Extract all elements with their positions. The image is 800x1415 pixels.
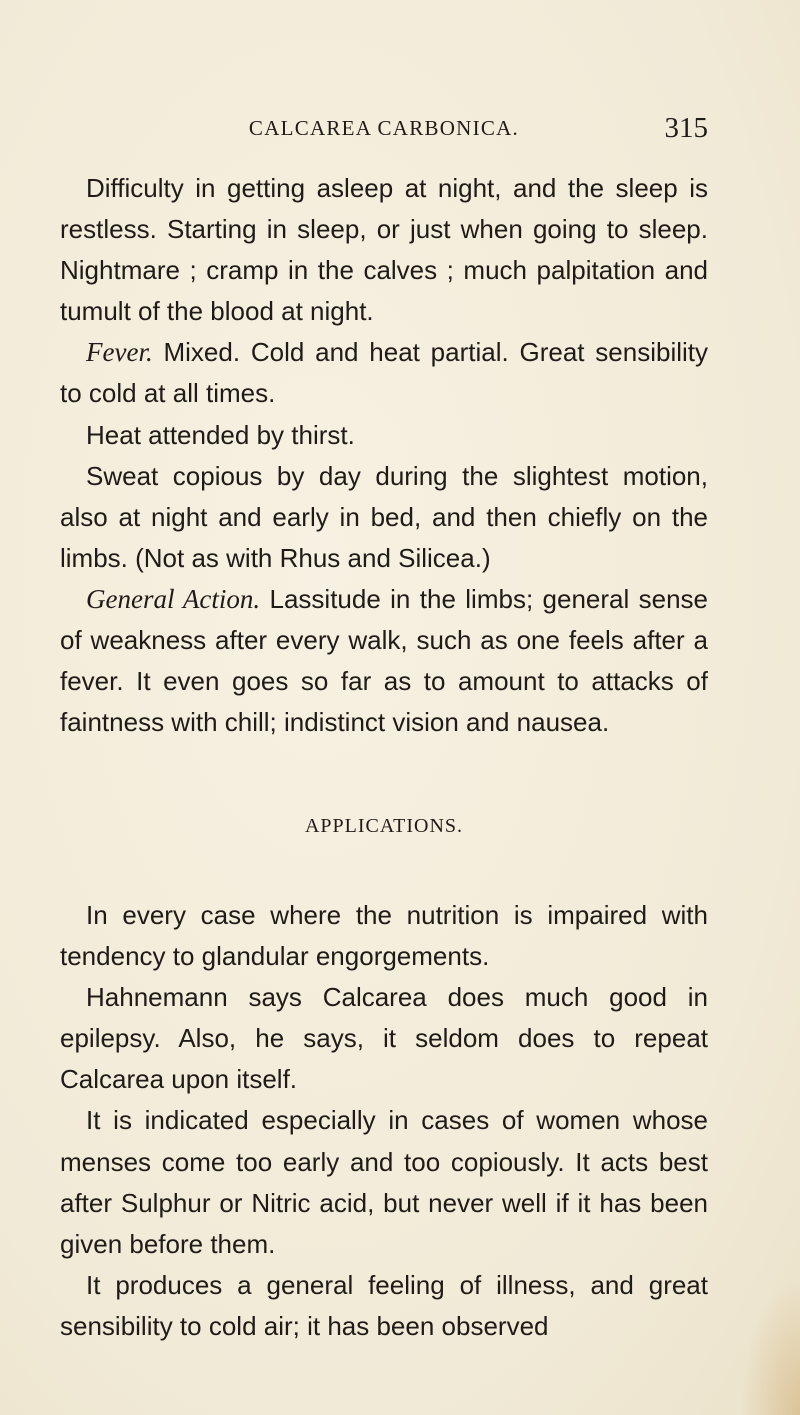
applications-heading: APPLICATIONS. bbox=[304, 815, 464, 837]
running-head bbox=[60, 112, 708, 152]
paragraph-epilepsy: Hahnemann says Calcarea does much good in epilepsy. Also, he says, it seldom does to repeat Calcarea upon itself. bbox=[60, 982, 708, 1095]
paragraph-menses: It is indicated especially in cases of women whose menses come too early and too copiously. It acts best after Sulphur or Nitric acid, but never well if it has been given before them. bbox=[60, 1105, 708, 1259]
fever-label: Fever. bbox=[86, 337, 153, 368]
general-action-text: Lassitude in the limbs; general sense of weakness after every walk, such as one feels after a fever. It even goes so far as to amount to attacks of faintness with chill; indistinct vision and nausea. bbox=[60, 583, 709, 738]
paper-stain bbox=[740, 1275, 800, 1415]
general-action-label: General Action. bbox=[86, 583, 261, 614]
paragraph-illness: It produces a general feeling of illness, and great sensibility to cold air; it has been observed bbox=[60, 1269, 708, 1341]
paragraph-sweat: Sweat copious by day during the slightest motion, also at night and early in bed, and then chiefly on the limbs. (Not as with Rhus and Silicea.) bbox=[60, 460, 708, 573]
running-title: CALCAREA CARBONICA. bbox=[248, 116, 520, 140]
symptoms-section bbox=[60, 168, 708, 743]
fever-text: Mixed. Cold and heat partial. Great sensibility to cold at all times. bbox=[60, 337, 708, 409]
paragraph-sleep: Difficulty in getting asleep at night, and the sleep is restless. Starting in sleep, or just when going to sleep. Nightmare ; cramp in the calves ; much palpitation and tumult of the blood at night. bbox=[60, 173, 708, 327]
paragraph-heat: Heat attended by thirst. bbox=[86, 419, 355, 450]
paragraph-nutrition: In every case where the nutrition is impaired with tendency to glandular engorgements. bbox=[60, 900, 708, 972]
paragraph-fever bbox=[60, 332, 708, 414]
paragraph-general-action bbox=[60, 579, 708, 743]
applications-section bbox=[60, 895, 708, 1347]
page-number: 315 bbox=[664, 112, 708, 144]
